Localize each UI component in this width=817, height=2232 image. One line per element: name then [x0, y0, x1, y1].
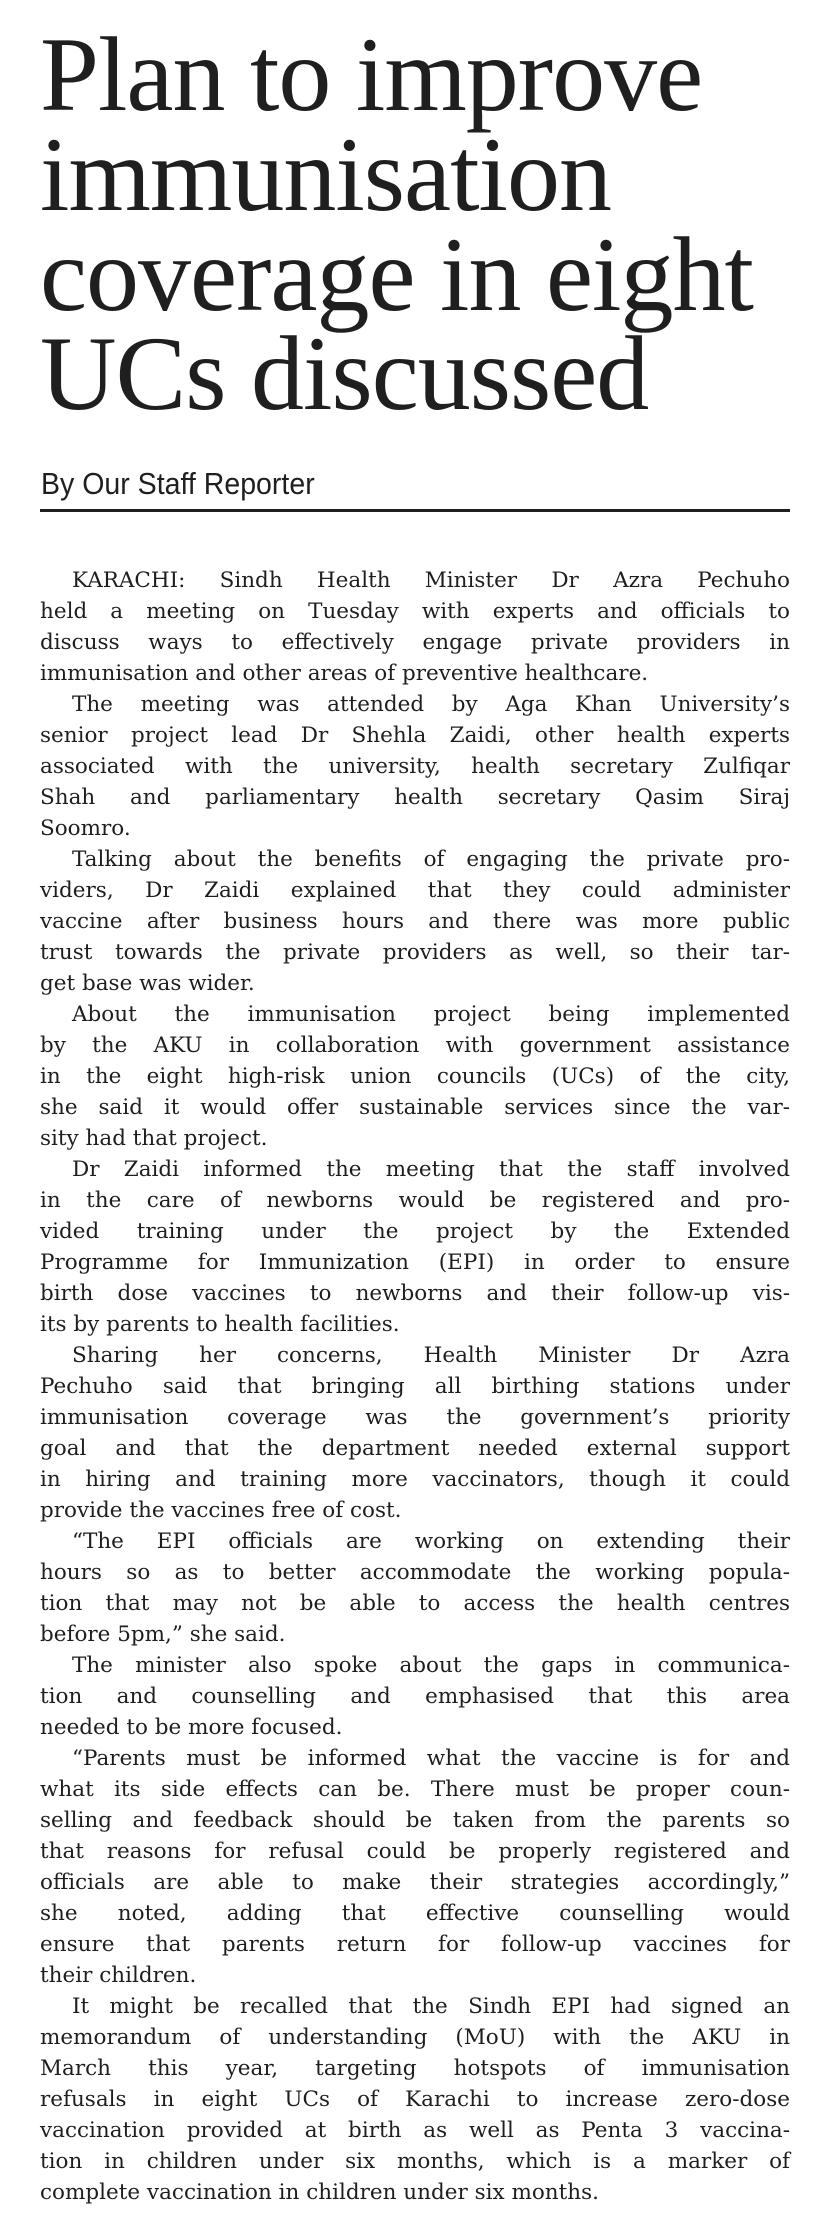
text-line: ensure that parents return for follow-up vaccines for	[40, 1932, 790, 1957]
text-line: Sharing her concerns, Health Minister Dr Azra	[72, 1343, 790, 1368]
text-line: Soomro.	[40, 816, 131, 841]
text-line: provide the vaccines free of cost.	[40, 1498, 402, 1523]
text-line: Shah and parliamentary health secretary Qasim Siraj	[40, 785, 790, 810]
text-line: Pechuho said that bringing all birthing stations under	[40, 1374, 790, 1399]
text-line: held a meeting on Tuesday with experts and officials to	[40, 599, 790, 624]
text-line: birth dose vaccines to newborns and their follow-up vis-	[40, 1281, 790, 1306]
text-line: vaccination provided at birth as well as Penta 3 vaccina-	[40, 2118, 790, 2143]
text-line: by the AKU in collaboration with government assistance	[40, 1033, 790, 1058]
text-line: immunisation coverage was the government’s priority	[40, 1405, 790, 1430]
text-line: tion that may not be able to access the health centres	[40, 1591, 790, 1616]
text-line: needed to be more focused.	[40, 1715, 343, 1740]
text-line: she noted, adding that effective counselling would	[40, 1901, 790, 1926]
text-line: memorandum of understanding (MoU) with the AKU in	[40, 2025, 790, 2050]
text-line: get base was wider.	[40, 971, 255, 996]
byline: By Our Staff Reporter	[41, 466, 315, 501]
text-line: their children.	[40, 1963, 197, 1988]
text-line: complete vaccination in children under six months.	[40, 2180, 599, 2205]
text-line: It might be recalled that the Sindh EPI had signed an	[72, 1994, 790, 2019]
text-line: The meeting was attended by Aga Khan University’s	[72, 692, 790, 717]
headline-line: Plan to improve	[40, 16, 703, 133]
text-line: tion and counselling and emphasised that this area	[40, 1684, 790, 1709]
text-line: “Parents must be informed what the vaccine is for and	[72, 1746, 790, 1771]
text-line: sity had that project.	[40, 1126, 268, 1151]
text-line: “The EPI officials are working on extending their	[72, 1529, 790, 1554]
text-line: hours so as to better accommodate the working popula-	[40, 1560, 790, 1585]
text-line: Talking about the benefits of engaging the private pro-	[72, 847, 790, 872]
text-line: The minister also spoke about the gaps in communica-	[72, 1653, 790, 1678]
text-line: in the care of newborns would be registered and pro-	[40, 1188, 790, 1213]
text-line: in hiring and training more vaccinators, though it could	[40, 1467, 790, 1492]
text-line: refusals in eight UCs of Karachi to increase zero-dose	[40, 2087, 790, 2112]
text-line: trust towards the private providers as well, so their tar-	[40, 940, 790, 965]
text-line: discuss ways to effectively engage private providers in	[40, 630, 790, 655]
text-line: tion in children under six months, which is a marker of	[40, 2149, 790, 2174]
headline-line: immunisation	[40, 116, 611, 233]
headline-line: UCs discussed	[40, 315, 649, 432]
text-line: associated with the university, health secretary Zulfiqar	[40, 754, 790, 779]
text-line: Dr Zaidi informed the meeting that the staff involved	[72, 1157, 790, 1182]
text-line: senior project lead Dr Shehla Zaidi, other health experts	[40, 723, 790, 748]
text-line: immunisation and other areas of preventive healthcare.	[40, 661, 649, 686]
text-line: March this year, targeting hotspots of immunisation	[40, 2056, 790, 2081]
text-line: KARACHI: Sindh Health Minister Dr Azra Pechuho	[72, 568, 790, 593]
text-line: vided training under the project by the Extended	[40, 1219, 790, 1244]
text-line: vaccine after business hours and there was more public	[40, 909, 790, 934]
text-line: viders, Dr Zaidi explained that they could administer	[40, 878, 790, 903]
text-line: selling and feedback should be taken from the parents so	[40, 1808, 790, 1833]
byline-divider	[40, 509, 790, 512]
text-line: she said it would offer sustainable services since the var-	[40, 1095, 790, 1120]
text-line: officials are able to make their strategies accordingly,”	[40, 1870, 790, 1895]
text-line: About the immunisation project being implemented	[72, 1002, 790, 1027]
text-line: in the eight high-risk union councils (UCs) of the city,	[40, 1064, 790, 1089]
text-line: before 5pm,” she said.	[40, 1622, 286, 1647]
text-line: its by parents to health facilities.	[40, 1312, 400, 1337]
text-line: what its side effects can be. There must be proper coun-	[40, 1777, 790, 1802]
text-line: goal and that the department needed external support	[40, 1436, 790, 1461]
headline-line: coverage in eight	[40, 216, 753, 333]
text-line: Programme for Immunization (EPI) in order to ensure	[40, 1250, 790, 1275]
text-line: that reasons for refusal could be properly registered and	[40, 1839, 790, 1864]
